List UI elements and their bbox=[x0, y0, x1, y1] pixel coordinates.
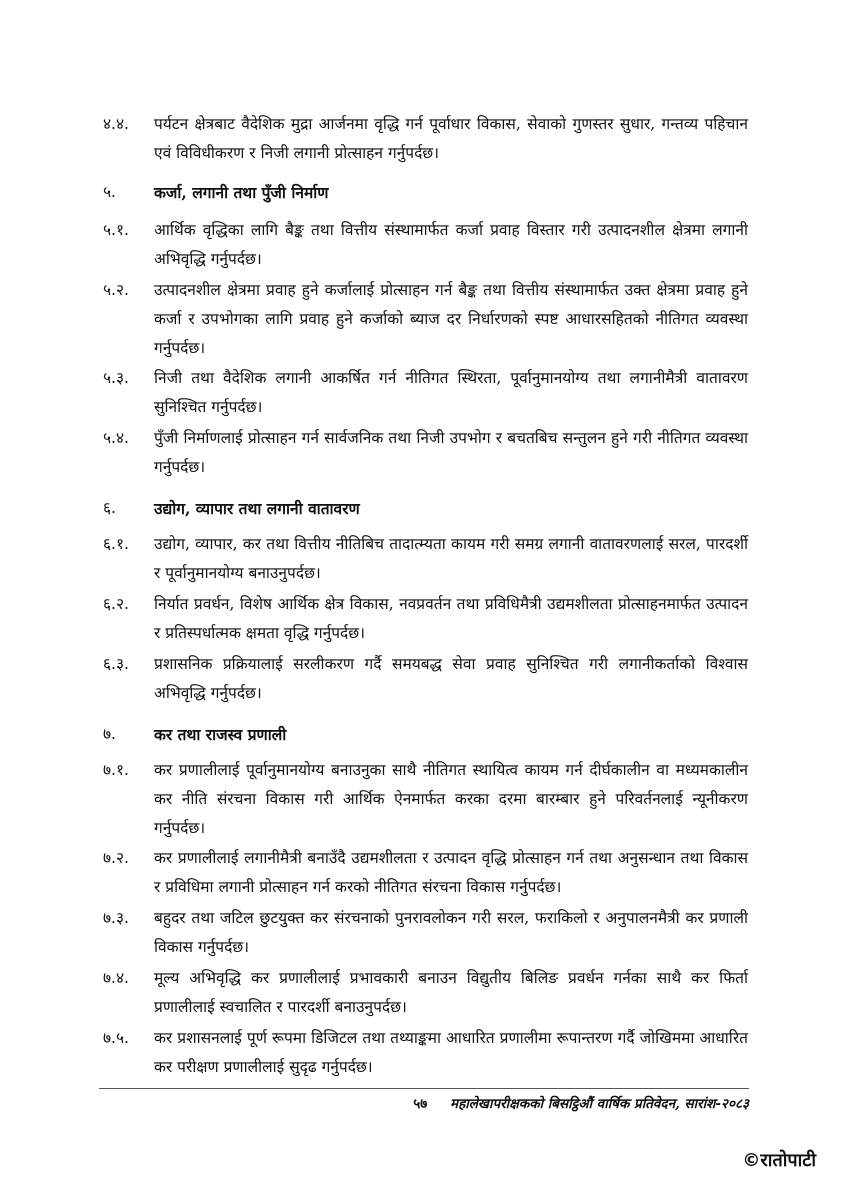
footer-divider bbox=[99, 1088, 749, 1089]
section-number: ६. bbox=[103, 499, 116, 517]
item-number: ७.५. bbox=[103, 1029, 129, 1047]
item-number: ७.३. bbox=[103, 909, 129, 927]
section-title: उद्योग, व्यापार तथा लगानी वातावरण bbox=[154, 499, 360, 518]
item-number: ५.१. bbox=[103, 221, 129, 239]
item-number: ७.४. bbox=[103, 969, 129, 987]
item-text: पुँजी निर्माणलाई प्रोत्साहन गर्न सार्वजनिक तथा निजी उपभोग र बचतबिच सन्तुलन हुने गरी नीतिगत व्यवस्था गर्नुपर्दछ। bbox=[154, 429, 748, 476]
section-number: ७. bbox=[103, 725, 116, 743]
item-number: ७.१. bbox=[103, 761, 129, 779]
section-title: कर्जा, लगानी तथा पुँजी निर्माण bbox=[154, 183, 329, 202]
item-number: ४.४. bbox=[103, 115, 129, 133]
item-text: कर प्रणालीलाई लगानीमैत्री बनाउँदै उद्यमशीलता र उत्पादन वृद्धि प्रोत्साहन गर्न तथा अनुसन्धान तथा विकास र प्रविधिमा लगानी प्रोत्साहन गर्न करको नीतिगत संरचना विकास गर्नुपर्दछ। bbox=[154, 849, 748, 896]
item-number: ५.४. bbox=[103, 429, 129, 447]
report-title: महालेखापरीक्षकको बिसट्ठिऔं वार्षिक प्रतिवेदन, सारांश-२०८३ bbox=[450, 1096, 749, 1112]
item-text: निजी तथा वैदेशिक लगानी आकर्षित गर्न नीतिगत स्थिरता, पूर्वानुमानयोग्य तथा लगानीमैत्री वातावरण सुनिश्चित गर्नुपर्दछ। bbox=[154, 369, 748, 416]
item-text: पर्यटन क्षेत्रबाट वैदेशिक मुद्रा आर्जनमा वृद्धि गर्न पूर्वाधार विकास, सेवाको गुणस्तर सुधार, गन्तव्य पहिचान एवं विविधीकरण र निजी लगानी प्रोत्साहन गर्नुपर्दछ। bbox=[154, 115, 748, 162]
page-number: ५७ bbox=[413, 1096, 428, 1112]
item-text: निर्यात प्रवर्धन, विशेष आर्थिक क्षेत्र विकास, नवप्रवर्तन तथा प्रविधिमैत्री उद्यमशीलता प्रोत्साहनमार्फत उत्पादन र प्रतिस्पर्धात्मक क्षमता वृद्धि गर्नुपर्दछ। bbox=[154, 595, 748, 642]
item-text: उद्योग, व्यापार, कर तथा वित्तीय नीतिबिच तादात्म्यता कायम गरी समग्र लगानी वातावरणलाई सरल, पारदर्शी र पूर्वानुमानयोग्य बनाउनुपर्दछ। bbox=[154, 535, 748, 582]
item-text: मूल्य अभिवृद्धि कर प्रणालीलाई प्रभावकारी बनाउन विद्युतीय बिलिङ प्रवर्धन गर्नका साथै कर फिर्ता प्रणालीलाई स्वचालित र पारदर्शी बनाउनुपर्दछ। bbox=[154, 969, 748, 1016]
item-text: प्रशासनिक प्रक्रियालाई सरलीकरण गर्दै समयबद्ध सेवा प्रवाह सुनिश्चित गरी लगानीकर्ताको विश्वास अभिवृद्धि गर्नुपर्दछ। bbox=[154, 655, 748, 702]
item-number: ६.१. bbox=[103, 535, 129, 553]
item-number: ५.३. bbox=[103, 369, 129, 387]
page-footer bbox=[360, 1094, 749, 1112]
item-text: कर प्रणालीलाई पूर्वानुमानयोग्य बनाउनुका साथै नीतिगत स्थायित्व कायम गर्न दीर्घकालीन वा मध्यमकालीन कर नीति संरचना विकास गरी आर्थिक ऐनमार्फत करका दरमा बारम्बार हुने परिवर्तनलाई न्यूनीकरण गर्नुपर्दछ। bbox=[154, 761, 748, 837]
item-text: कर प्रशासनलाई पूर्ण रूपमा डिजिटल तथा तथ्याङ्कमा आधारित प्रणालीमा रूपान्तरण गर्दै जोखिममा आधारित कर परीक्षण प्रणालीलाई सुदृढ गर्नुपर्दछ। bbox=[154, 1029, 748, 1076]
item-text: उत्पादनशील क्षेत्रमा प्रवाह हुने कर्जालाई प्रोत्साहन गर्न बैङ्क तथा वित्तीय संस्थामार्फत उक्त क्षेत्रमा प्रवाह हुने कर्जा र उपभोगका लागि प्रवाह हुने कर्जाको ब्याज दर निर्धारणको स्पष्ट आधारसहितको नीतिगत व्यवस्था गर्नुपर्दछ। bbox=[154, 281, 748, 357]
item-text: बहुदर तथा जटिल छुटयुक्त कर संरचनाको पुनरावलोकन गरी सरल, फराकिलो र अनुपालनमैत्री कर प्रणाली विकास गर्नुपर्दछ। bbox=[154, 909, 748, 956]
section-title: कर तथा राजस्व प्रणाली bbox=[154, 725, 287, 744]
publisher-watermark: ©रातोपाटी bbox=[742, 1150, 816, 1171]
item-number: ६.२. bbox=[103, 595, 129, 613]
item-number: ५.२. bbox=[103, 281, 129, 299]
item-number: ६.३. bbox=[103, 655, 129, 673]
section-number: ५. bbox=[103, 183, 116, 201]
item-number: ७.२. bbox=[103, 849, 129, 867]
item-text: आर्थिक वृद्धिका लागि बैङ्क तथा वित्तीय संस्थामार्फत कर्जा प्रवाह विस्तार गरी उत्पादनशील क्षेत्रमा लगानी अभिवृद्धि गर्नुपर्दछ। bbox=[154, 221, 748, 268]
